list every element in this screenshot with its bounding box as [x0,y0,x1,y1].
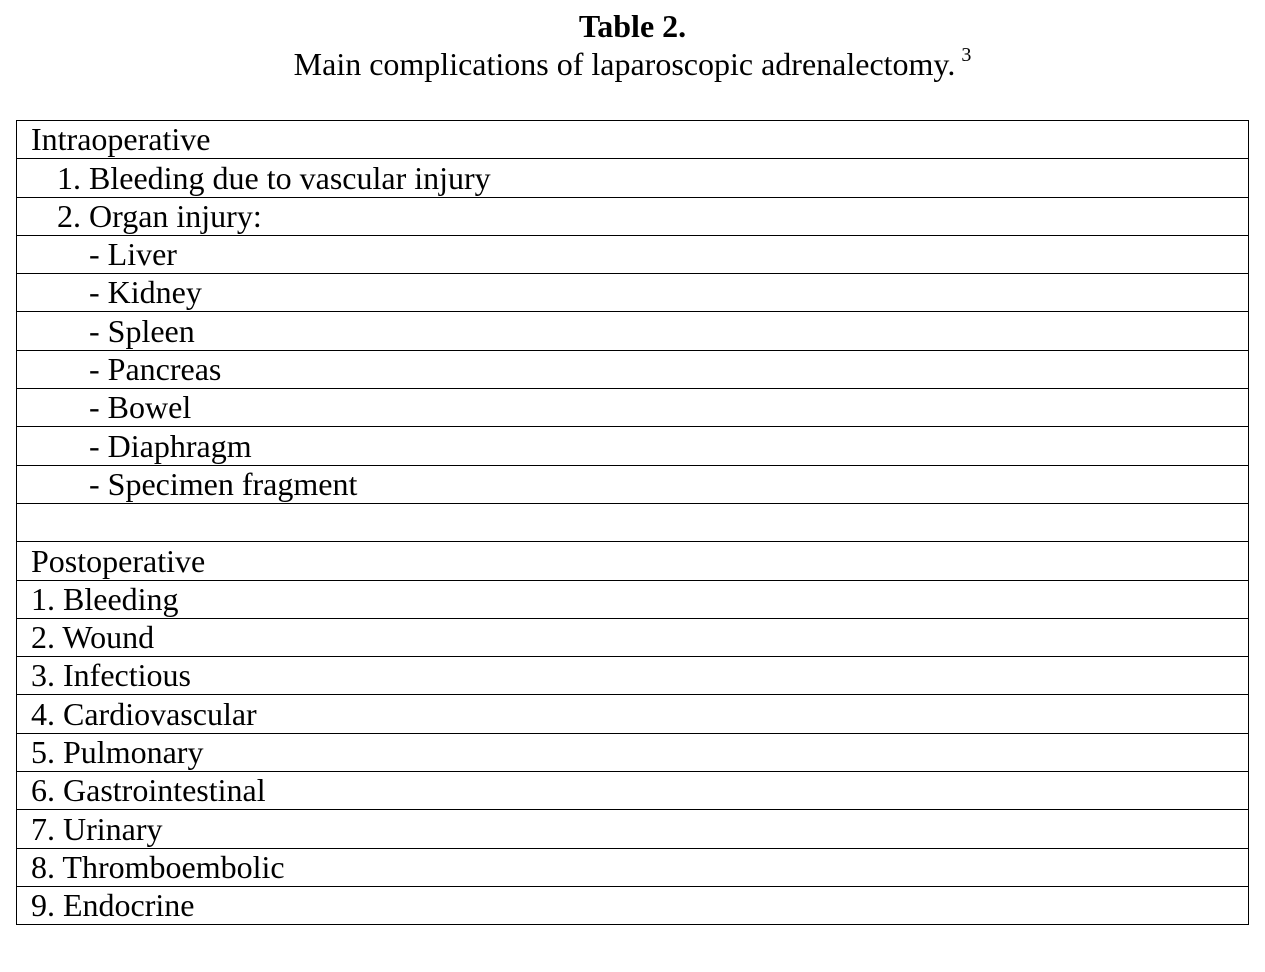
table-row [17,197,1249,235]
complications-table [16,120,1249,925]
table-row [17,159,1249,197]
row-postoperative-heading: Postoperative [17,542,1249,580]
table-row [17,848,1249,886]
table-subtitle [0,45,1265,83]
table-row [17,465,1249,503]
table-row [17,618,1249,656]
row-endocrine: 9. Endocrine [17,886,1249,924]
table-row [17,503,1249,541]
row-pancreas: - Pancreas [17,350,1249,388]
table-row [17,427,1249,465]
row-specimen-fragment: - Specimen fragment [17,465,1249,503]
table-row [17,580,1249,618]
row-spleen: - Spleen [17,312,1249,350]
table-row [17,695,1249,733]
row-diaphragm: - Diaphragm [17,427,1249,465]
complications-table-body [17,121,1249,925]
row-wound: 2. Wound [17,618,1249,656]
table-row [17,235,1249,273]
table-row [17,121,1249,159]
table-title: Table 2. [578,8,687,44]
row-bleeding-vascular-injury: 1. Bleeding due to vascular injury [17,159,1249,197]
table-row [17,772,1249,810]
table-subtitle-text: Main complications of laparoscopic adrenalectomy. [293,46,956,82]
row-bowel: - Bowel [17,389,1249,427]
row-infectious: 3. Infectious [17,657,1249,695]
row-bleeding: 1. Bleeding [17,580,1249,618]
table-row [17,274,1249,312]
reference-superscript: 3 [961,44,972,66]
table-row [17,657,1249,695]
table-row [17,886,1249,924]
row-liver: - Liver [17,235,1249,273]
row-pulmonary: 5. Pulmonary [17,733,1249,771]
table-row [17,542,1249,580]
table-row [17,810,1249,848]
row-organ-injury: 2. Organ injury: [17,197,1249,235]
row-gastrointestinal: 6. Gastrointestinal [17,772,1249,810]
row-empty-spacer [17,503,1249,541]
table-row [17,733,1249,771]
table-row [17,350,1249,388]
row-urinary: 7. Urinary [17,810,1249,848]
row-intraoperative-heading: Intraoperative [17,121,1249,159]
row-thromboembolic: 8. Thromboembolic [17,848,1249,886]
row-cardiovascular: 4. Cardiovascular [17,695,1249,733]
row-kidney: - Kidney [17,274,1249,312]
table-row [17,389,1249,427]
table-row [17,312,1249,350]
